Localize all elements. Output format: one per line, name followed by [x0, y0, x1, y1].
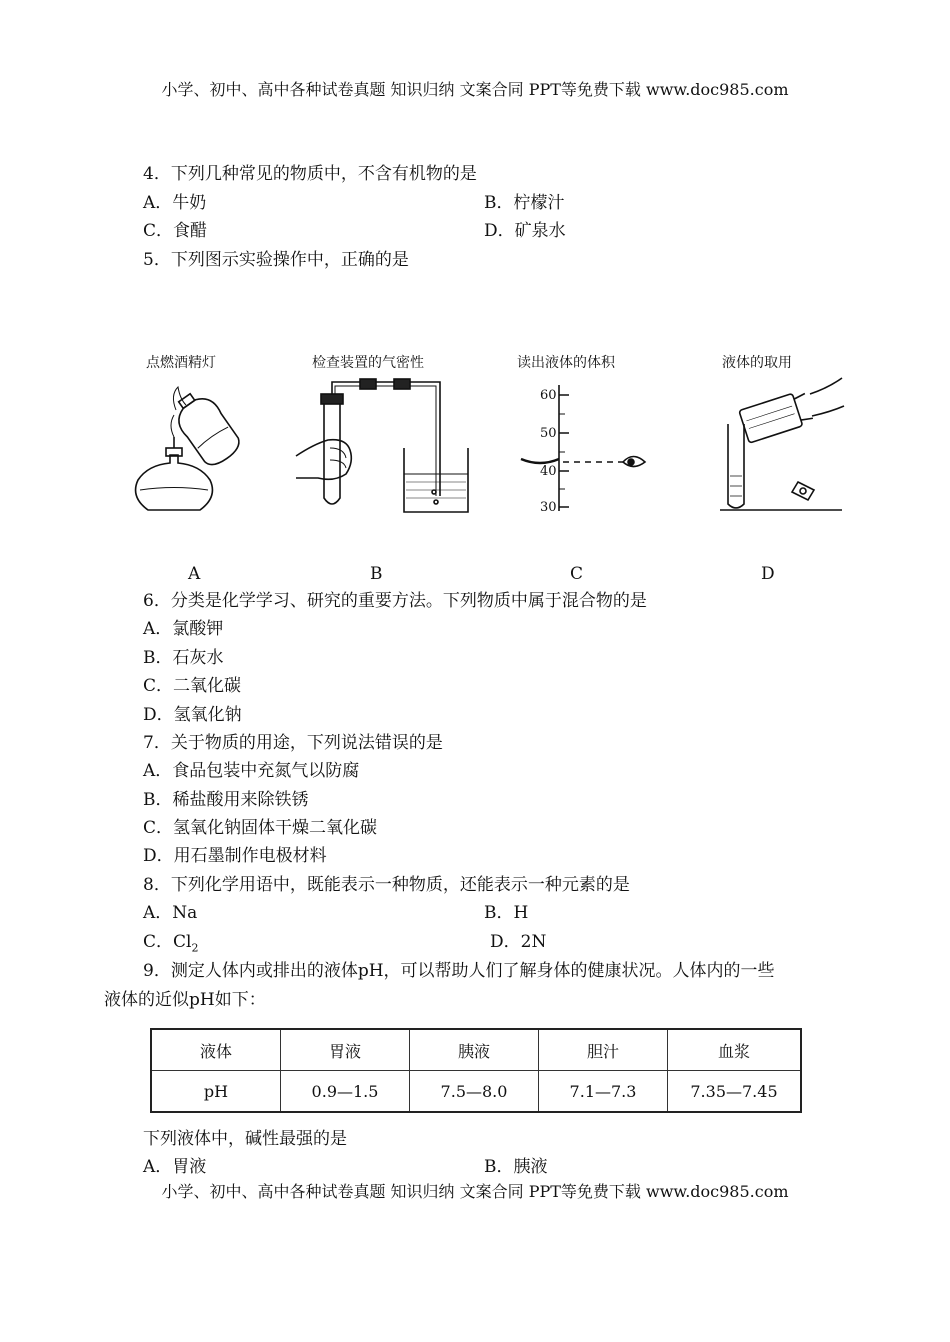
q8-stem: 8．下列化学用语中，既能表示一种物质，还能表示一种元素的是 — [143, 875, 630, 895]
q8-option-c-subscript: 2 — [191, 941, 199, 955]
ph-table-cell: 0.9—1.5 — [281, 1071, 410, 1113]
q7-option-a: A．食品包装中充氮气以防腐 — [143, 761, 360, 781]
q4-option-c: C．食醋 — [143, 221, 208, 241]
q9-option-b: B．胰液 — [484, 1157, 548, 1177]
figure-d-pouring-liquid — [718, 376, 848, 516]
q9-option-a: A．胃液 — [143, 1157, 207, 1177]
q8-option-d: D．2N — [490, 932, 547, 952]
q5-stem: 5．下列图示实验操作中，正确的是 — [143, 250, 409, 270]
q8-option-a: A．Na — [143, 903, 198, 923]
ph-table-cell: 7.1—7.3 — [539, 1071, 668, 1113]
q7-stem: 7．关于物质的用途，下列说法错误的是 — [143, 733, 443, 753]
scale-label-50: 50 — [540, 426, 557, 441]
page-header: 小学、初中、高中各种试卷真题 知识归纳 文案合同 PPT等免费下载 www.doc985.com — [161, 80, 789, 99]
figure-letter-a: A — [188, 564, 201, 584]
q6-option-c: C．二氧化碳 — [143, 676, 242, 696]
ph-table-cell: 7.35—7.45 — [668, 1071, 802, 1113]
caption-b: 检查装置的气密性 — [312, 355, 424, 371]
caption-d: 液体的取用 — [722, 355, 792, 371]
q7-option-b: B．稀盐酸用来除铁锈 — [143, 790, 309, 810]
ph-table-cell: pH — [151, 1071, 281, 1113]
page-footer: 小学、初中、高中各种试卷真题 知识归纳 文案合同 PPT等免费下载 www.doc985.com — [161, 1182, 789, 1201]
q7-option-d: D．用石墨制作电极材料 — [143, 846, 327, 866]
ph-table-header-cell: 胃液 — [281, 1029, 410, 1071]
ph-table-row — [151, 1071, 801, 1113]
q4-stem: 4．下列几种常见的物质中，不含有机物的是 — [143, 164, 477, 184]
q8-option-c-text: C．Cl — [143, 932, 192, 952]
q8-option-c — [143, 931, 198, 959]
caption-a: 点燃酒精灯 — [146, 355, 216, 371]
ph-table-cell: 7.5—8.0 — [410, 1071, 539, 1113]
q6-option-a: A．氯酸钾 — [143, 619, 224, 639]
figure-letter-d: D — [761, 564, 775, 584]
ph-table-header-cell: 液体 — [151, 1029, 281, 1071]
scale-label-30: 30 — [540, 500, 557, 515]
scale-label-40: 40 — [540, 464, 557, 479]
q6-option-b: B．石灰水 — [143, 648, 224, 668]
q6-stem: 6．分类是化学学习、研究的重要方法。下列物质中属于混合物的是 — [143, 591, 647, 611]
figure-letter-b: B — [370, 564, 383, 584]
q6-option-d: D．氢氧化钠 — [143, 705, 242, 725]
figure-a-alcohol-lamp — [128, 385, 248, 515]
q8-option-b: B．H — [484, 903, 529, 923]
ph-table — [150, 1028, 802, 1113]
q7-option-c: C．氢氧化钠固体干燥二氧化碳 — [143, 818, 378, 838]
caption-c: 读出液体的体积 — [517, 355, 615, 371]
ph-table-header-row — [151, 1029, 801, 1071]
ph-table-header-cell: 胆汁 — [539, 1029, 668, 1071]
q9-stem-line2: 液体的近似pH如下： — [104, 990, 266, 1010]
q4-option-d: D．矿泉水 — [484, 221, 566, 241]
scale-label-60: 60 — [540, 388, 557, 403]
q9-stem-line1: 9．测定人体内或排出的液体pH，可以帮助人们了解身体的健康状况。人体内的一些 — [143, 961, 775, 981]
figure-c-cylinder-reading — [515, 383, 655, 515]
q4-option-b: B．柠檬汁 — [484, 193, 565, 213]
figure-letter-c: C — [570, 564, 584, 584]
ph-table-header-cell: 血浆 — [668, 1029, 802, 1071]
ph-table-header-cell: 胰液 — [410, 1029, 539, 1071]
q4-option-a: A．牛奶 — [143, 193, 207, 213]
figure-b-airtightness — [294, 378, 474, 518]
q9-question: 下列液体中，碱性最强的是 — [143, 1129, 347, 1149]
